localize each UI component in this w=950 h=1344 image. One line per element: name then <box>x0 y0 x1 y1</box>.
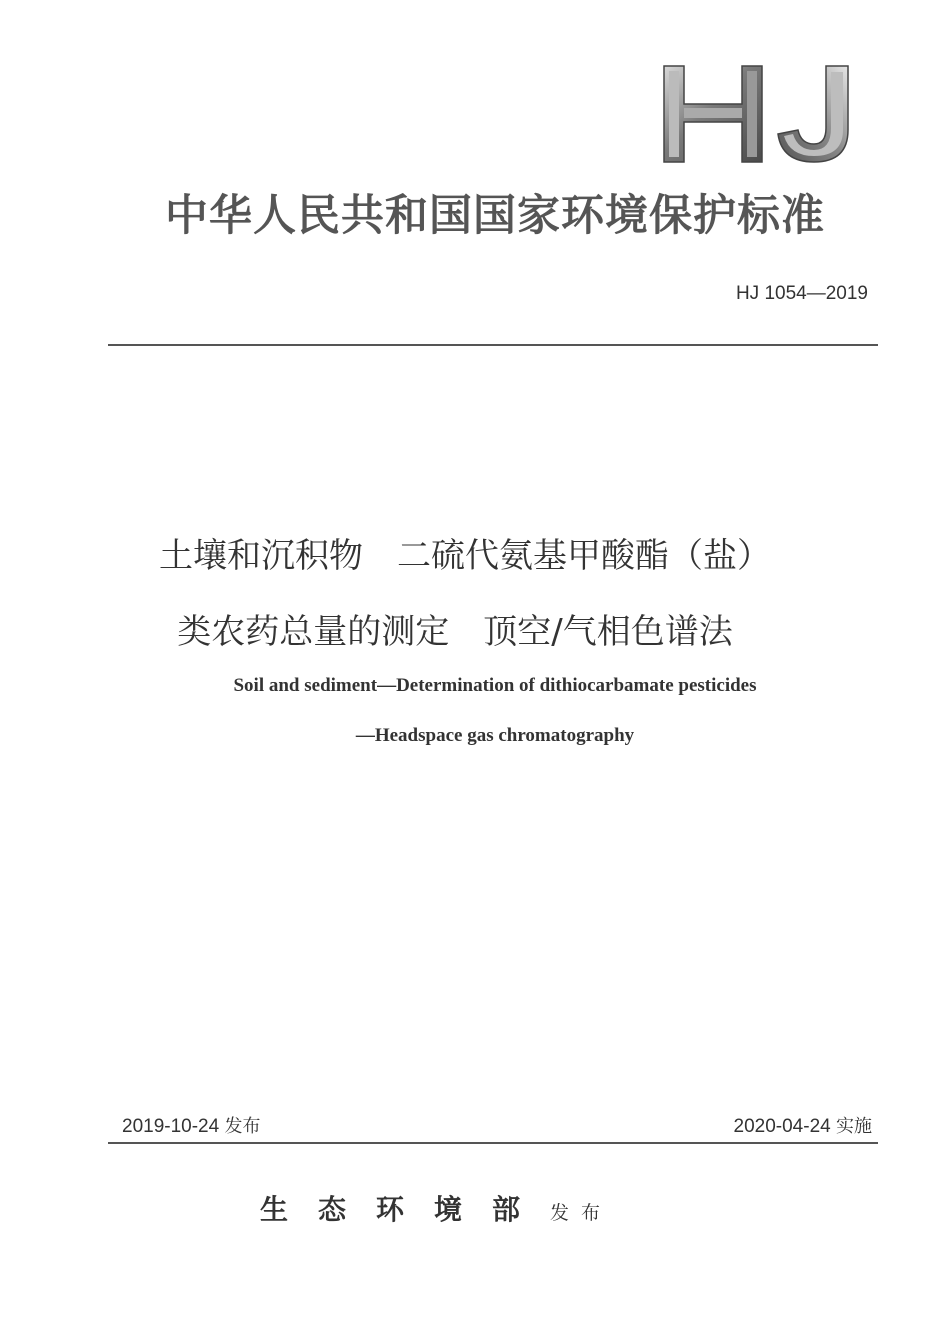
logo-letter-h <box>664 66 762 162</box>
issue-date-block <box>122 1112 260 1138</box>
logo-letter-j <box>778 66 848 162</box>
document-title-cn-line1: 土壤和沉积物 二硫代氨基甲酸酯（盐） <box>159 536 771 576</box>
implement-label: 实施 <box>836 1116 872 1137</box>
hj-logo <box>662 64 852 164</box>
header-divider <box>108 344 878 346</box>
standard-series-title: 中华人民共和国国家环境保护标准 <box>165 191 825 241</box>
implement-date-block <box>734 1112 872 1138</box>
standard-code: HJ 1054—2019 <box>735 283 868 304</box>
footer-divider <box>108 1142 878 1144</box>
document-title-en-line1: Soil and sediment—Determination of dithiocarbamate pesticides <box>233 675 757 696</box>
issue-label: 发布 <box>224 1116 261 1137</box>
issue-date: 2019-10-24 <box>122 1116 220 1137</box>
implement-date: 2020-04-24 <box>733 1116 831 1137</box>
document-title-cn-line2: 类农药总量的测定 顶空/气相色谱法 <box>177 612 733 652</box>
publisher-block <box>260 1188 740 1228</box>
publisher-action: 发布 <box>550 1202 613 1224</box>
document-title-en-line2: —Headspace gas chromatography <box>355 725 635 746</box>
publisher-name: 生态环境部 <box>260 1193 551 1226</box>
